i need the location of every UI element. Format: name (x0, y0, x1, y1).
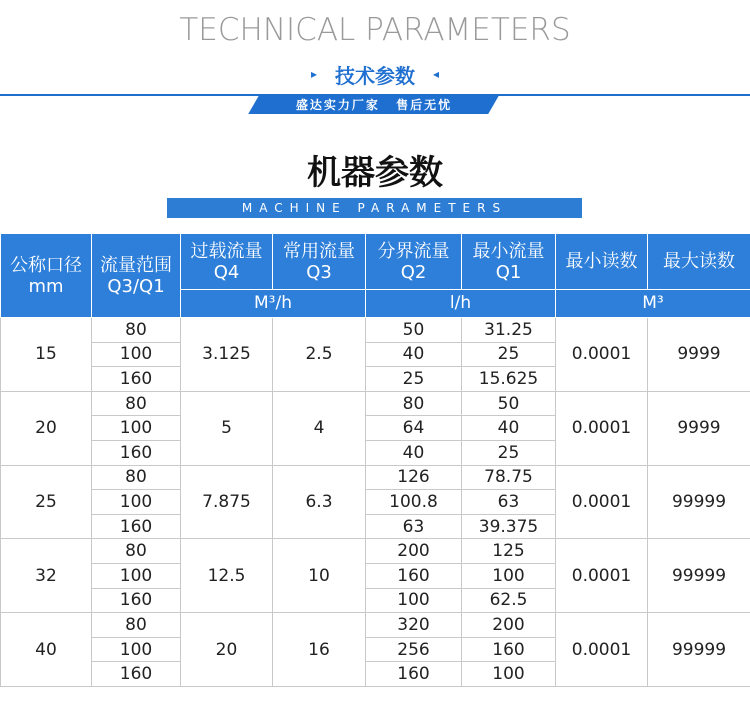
cell-flow-range: 100 (92, 637, 181, 662)
cell-boundary-flow: 80 (366, 391, 462, 416)
cell-overload-flow: 12.5 (181, 539, 273, 613)
cell-minimum-flow: 100 (462, 662, 556, 687)
cell-flow-range: 100 (92, 416, 181, 441)
header-flow-range-cn: 流量范围 (100, 254, 172, 276)
cell-nominal-diameter: 20 (1, 391, 92, 465)
unit-m3: M³ (556, 290, 750, 318)
cell-boundary-flow: 160 (366, 563, 462, 588)
header-boundary-code: Q2 (400, 261, 427, 283)
cell-flow-range: 160 (92, 367, 181, 392)
cell-min-reading: 0.0001 (556, 318, 648, 392)
cell-flow-range: 100 (92, 342, 181, 367)
table-row (1, 539, 750, 564)
page-subtitle (0, 60, 750, 88)
header-overload (181, 234, 273, 290)
cell-minimum-flow: 31.25 (462, 318, 556, 343)
header-boundary-cn: 分界流量 (377, 240, 450, 262)
cell-boundary-flow: 50 (366, 318, 462, 343)
header-common (273, 234, 366, 290)
cell-boundary-flow: 320 (366, 613, 462, 638)
cell-minimum-flow: 160 (462, 637, 556, 662)
cell-max-reading: 99999 (648, 539, 750, 613)
cell-max-reading: 9999 (648, 391, 750, 465)
header-overload-code: Q4 (213, 261, 240, 283)
cell-min-reading: 0.0001 (556, 613, 648, 687)
cell-boundary-flow: 63 (366, 514, 462, 539)
cell-min-reading: 0.0001 (556, 465, 648, 539)
table-body (1, 318, 750, 687)
cell-common-flow: 4 (273, 391, 366, 465)
arrow-left-icon: ◂ (433, 67, 440, 81)
cell-overload-flow: 20 (181, 613, 273, 687)
cell-boundary-flow: 40 (366, 342, 462, 367)
cell-minimum-flow: 200 (462, 613, 556, 638)
header-common-cn: 常用流量 (283, 240, 355, 262)
header-flow-range-unit: Q3/Q1 (107, 275, 165, 297)
header-minimum-code: Q1 (495, 261, 522, 283)
cell-boundary-flow: 25 (366, 367, 462, 392)
header-boundary (366, 234, 462, 290)
section-title: 机器参数 (307, 153, 443, 193)
header-minimum (462, 234, 556, 290)
cell-minimum-flow: 15.625 (462, 367, 556, 392)
cell-minimum-flow: 25 (462, 342, 556, 367)
slogan-text: 盛达实力厂家 售后无忧 (295, 97, 453, 112)
cell-flow-range: 80 (92, 613, 181, 638)
cell-boundary-flow: 100 (366, 588, 462, 613)
header-flow-range (92, 234, 181, 318)
arrow-right-icon: ▸ (310, 67, 317, 81)
cell-flow-range: 160 (92, 662, 181, 687)
page-title-en: TECHNICAL PARAMETERS (179, 12, 571, 48)
cell-flow-range: 160 (92, 440, 181, 465)
header-nominal-unit: mm (28, 275, 64, 297)
cell-minimum-flow: 25 (462, 440, 556, 465)
cell-common-flow: 10 (273, 539, 366, 613)
header-nominal-cn: 公称口径 (10, 254, 82, 276)
cell-nominal-diameter: 32 (1, 539, 92, 613)
cell-minimum-flow: 100 (462, 563, 556, 588)
cell-overload-flow: 3.125 (181, 318, 273, 392)
cell-nominal-diameter: 25 (1, 465, 92, 539)
cell-max-reading: 99999 (648, 613, 750, 687)
cell-flow-range: 80 (92, 318, 181, 343)
section-subtitle: MACHINE PARAMETERS (167, 198, 582, 218)
cell-boundary-flow: 64 (366, 416, 462, 441)
cell-overload-flow: 5 (181, 391, 273, 465)
header-overload-cn: 过载流量 (190, 240, 263, 262)
header-minimum-cn: 最小流量 (472, 240, 545, 262)
cell-common-flow: 2.5 (273, 318, 366, 392)
header-min-reading: 最小读数 (556, 234, 648, 290)
header-max-reading: 最大读数 (648, 234, 750, 290)
cell-minimum-flow: 40 (462, 416, 556, 441)
cell-minimum-flow: 50 (462, 391, 556, 416)
cell-flow-range: 160 (92, 514, 181, 539)
cell-flow-range: 80 (92, 391, 181, 416)
cell-min-reading: 0.0001 (556, 539, 648, 613)
cell-boundary-flow: 160 (366, 662, 462, 687)
cell-max-reading: 99999 (648, 465, 750, 539)
cell-flow-range: 100 (92, 563, 181, 588)
table-row (1, 318, 750, 343)
page-title-cn: 技术参数 (335, 63, 415, 88)
cell-common-flow: 16 (273, 613, 366, 687)
cell-minimum-flow: 78.75 (462, 465, 556, 490)
cell-nominal-diameter: 15 (1, 318, 92, 392)
header-common-code: Q3 (306, 261, 332, 283)
parameters-table (0, 233, 750, 687)
cell-max-reading: 9999 (648, 318, 750, 392)
header-nominal (1, 234, 92, 318)
cell-boundary-flow: 200 (366, 539, 462, 564)
cell-boundary-flow: 100.8 (366, 490, 462, 515)
cell-min-reading: 0.0001 (556, 391, 648, 465)
cell-boundary-flow: 126 (366, 465, 462, 490)
unit-lh: l/h (366, 290, 556, 318)
cell-minimum-flow: 62.5 (462, 588, 556, 613)
table-row (1, 465, 750, 490)
cell-flow-range: 80 (92, 539, 181, 564)
cell-boundary-flow: 40 (366, 440, 462, 465)
cell-minimum-flow: 63 (462, 490, 556, 515)
cell-flow-range: 100 (92, 490, 181, 515)
cell-overload-flow: 7.875 (181, 465, 273, 539)
cell-nominal-diameter: 40 (1, 613, 92, 687)
table-row (1, 391, 750, 416)
unit-m3h: M³/h (181, 290, 366, 318)
table-row (1, 613, 750, 638)
cell-minimum-flow: 125 (462, 539, 556, 564)
cell-common-flow: 6.3 (273, 465, 366, 539)
cell-flow-range: 80 (92, 465, 181, 490)
cell-boundary-flow: 256 (366, 637, 462, 662)
cell-minimum-flow: 39.375 (462, 514, 556, 539)
cell-flow-range: 160 (92, 588, 181, 613)
